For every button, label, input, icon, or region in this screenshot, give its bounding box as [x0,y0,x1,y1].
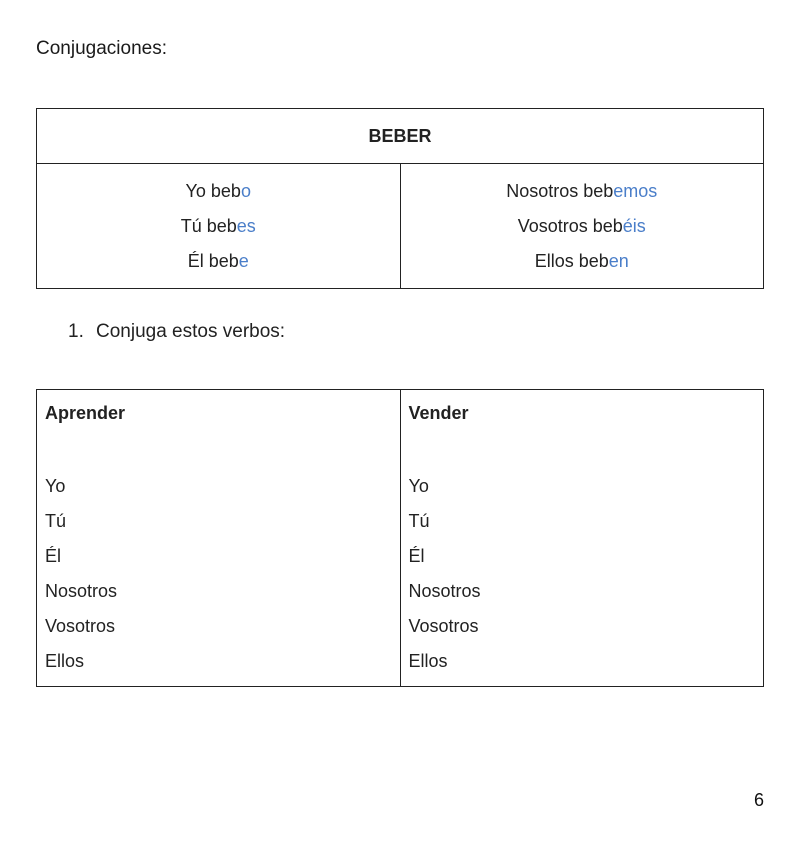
pronoun-list [409,469,756,679]
pronoun: Nosotros [45,581,118,601]
pronoun: Yo [408,476,429,496]
pronoun: Ellos [45,651,85,671]
pronoun: Ellos [408,651,448,671]
ending: en [608,250,629,271]
ending: e [238,250,249,271]
pronoun: Tú [45,511,67,531]
singular-forms-cell [37,164,401,289]
pronoun: Vosotros [408,616,479,636]
pronoun: Tú [408,511,430,531]
stem: Nosotros beb [506,180,614,201]
ending: éis [622,215,646,236]
section-heading: Conjugaciones: [36,38,167,59]
conjugation-nosotros [402,174,763,209]
pronoun: Él [408,546,425,566]
exercise-text: Conjuga estos verbos: [96,321,286,342]
conjugation-el [38,244,399,279]
model-verb-title: BEBER [37,109,764,164]
plural-forms-cell [400,164,764,289]
exercise-instruction [68,321,285,343]
practice-cell-left [37,390,401,687]
conjugation-vosotros [402,209,763,244]
conjugation-ellos [402,244,763,279]
pronoun: Nosotros [408,581,481,601]
ending: o [240,180,251,201]
ending: emos [613,180,658,201]
model-conjugation-table [36,108,764,289]
page-number: 6 [754,790,765,810]
pronoun: Yo [45,476,66,496]
conjugation-tu [38,209,399,244]
stem: Ellos beb [534,250,609,271]
stem: Vosotros beb [517,215,623,236]
stem: Yo beb [185,180,241,201]
verb-title-vender: Vender [408,403,469,423]
pronoun: Vosotros [45,616,116,636]
verb-title-aprender: Aprender [45,403,126,423]
stem: Él beb [187,250,239,271]
ending: es [236,215,256,236]
practice-table [36,389,764,687]
pronoun-list [45,469,392,679]
pronoun: Él [45,546,62,566]
conjugation-yo [38,174,399,209]
exercise-number: 1. [68,321,84,342]
stem: Tú beb [180,215,237,236]
practice-cell-right [400,390,764,687]
